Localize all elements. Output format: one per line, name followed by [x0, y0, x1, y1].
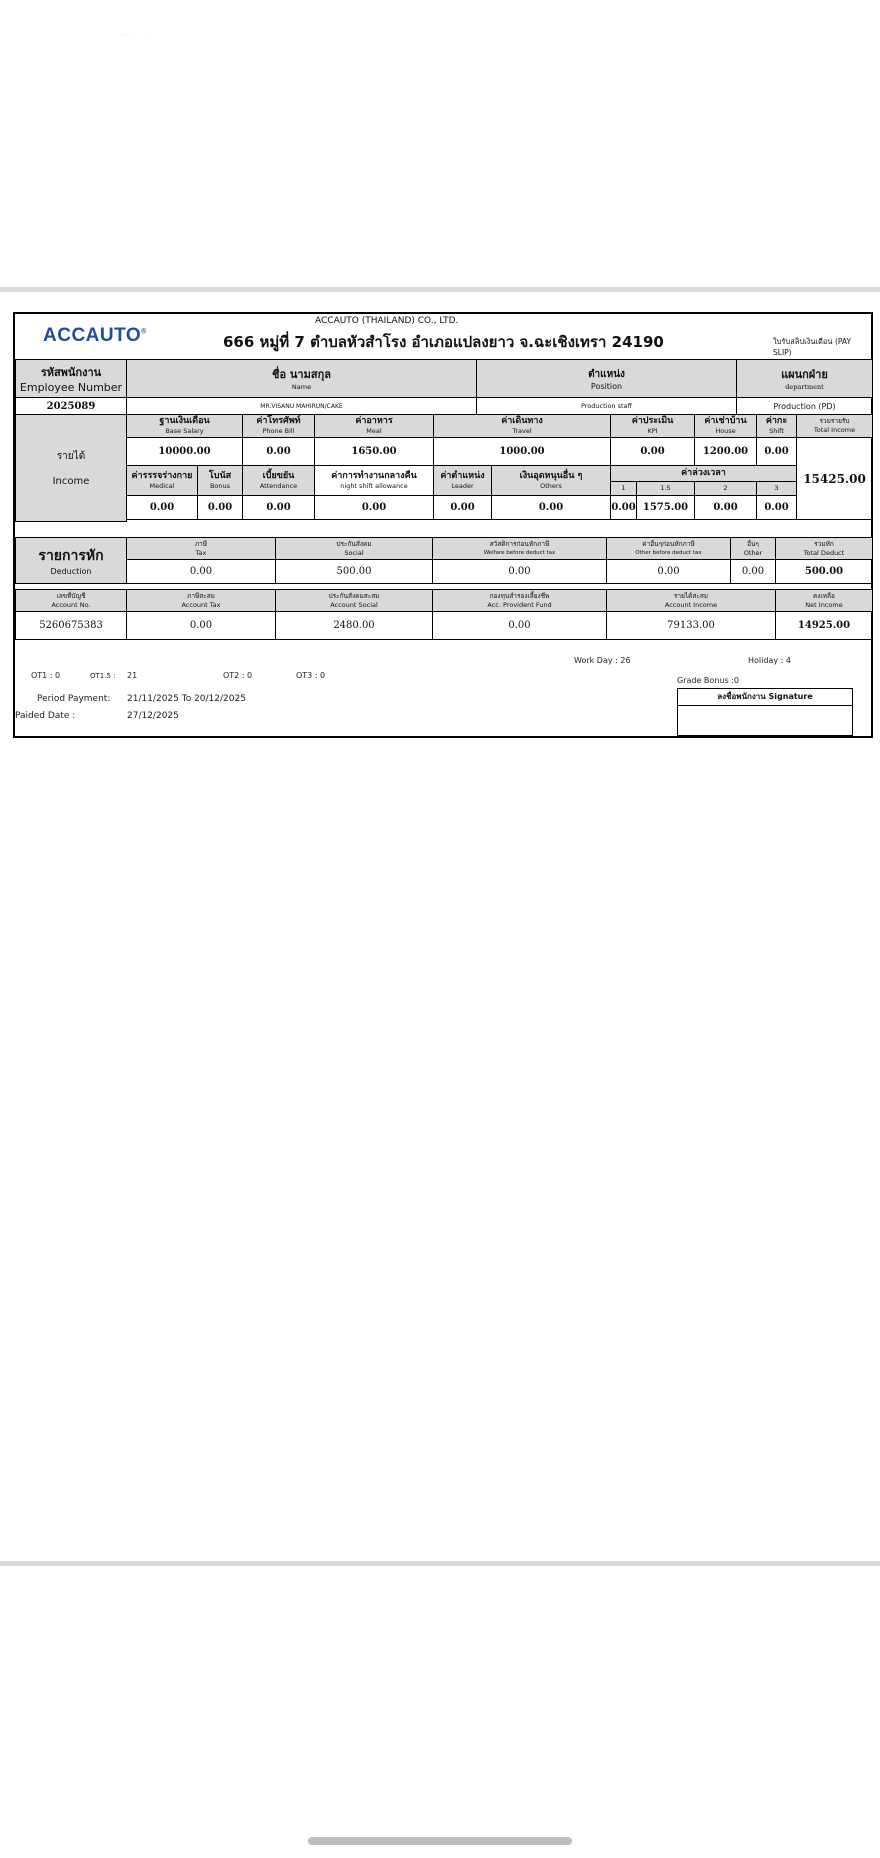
deduction-table [15, 537, 873, 584]
net-income-header: คงเหลือ Net Income [776, 590, 873, 612]
faded-header-remnant: ·· · · [120, 28, 147, 44]
name-header: ชื่อ นามสกุล Name [127, 360, 477, 398]
night-shift-header: ค่าการทำงานกลางคืน night shift allowance [315, 466, 434, 496]
ot1: OT1 : 0 [31, 671, 61, 680]
attendance-value: 0.00 [243, 496, 315, 520]
ot-rate-1: 1 [611, 482, 637, 496]
ot-1-5-value: 1575.00 [637, 496, 695, 520]
ot-1-value: 0.00 [611, 496, 637, 520]
holiday: Holiday : 4 [748, 656, 791, 665]
bonus-header: โบนัส Bonus [198, 466, 243, 496]
tax-value: 0.00 [127, 560, 276, 584]
total-deduct-header: รวมหัก Total Deduct [776, 538, 873, 560]
period-label: Period Payment: [37, 694, 111, 704]
net-income-value: 14925.00 [776, 612, 873, 640]
kpi-value: 0.00 [611, 438, 695, 466]
meal-header: ค่าอาหาร Meal [315, 415, 434, 438]
shift-header: ค่ากะ Shift [757, 415, 797, 438]
income-label: รายได้ Income [16, 415, 127, 522]
signature-label: ลงชื่อพนักงาน Signature [678, 689, 852, 706]
ot3: OT3 : 0 [296, 671, 326, 680]
base-salary-header: ฐานเงินเดือน Base Salary [127, 415, 243, 438]
travel-value: 1000.00 [434, 438, 611, 466]
pay-slip [13, 312, 873, 738]
account-no-value: 5260675383 [16, 612, 127, 640]
base-salary-value: 10000.00 [127, 438, 243, 466]
employee-number-value: 2025089 [16, 398, 127, 415]
attendance-header: เบี้ยขยัน Attendance [243, 466, 315, 496]
ot15-label: OT1.5 : [90, 672, 116, 680]
medical-value: 0.00 [127, 496, 198, 520]
house-header: ค่าเช่าบ้าน House [695, 415, 757, 438]
work-day: Work Day : 26 [574, 656, 631, 665]
grade-bonus: Grade Bonus :0 [677, 676, 739, 685]
other-header: อื่นๆ Other [731, 538, 776, 560]
department-header: แผนกฝ่าย department [737, 360, 873, 398]
social-header: ประกันสังคม Social [276, 538, 433, 560]
account-no-header: เลขที่บัญชี Account No. [16, 590, 127, 612]
accounts-table [15, 589, 873, 640]
tax-header: ภาษี Tax [127, 538, 276, 560]
provident-fund-value: 0.00 [433, 612, 607, 640]
account-social-header: ประกันสังคมสะสม Account Social [276, 590, 433, 612]
paid-date-label: Paided Date : [15, 711, 76, 721]
ot-rate-1-5: 1.5 [637, 482, 695, 496]
house-value: 1200.00 [695, 438, 757, 466]
others-value: 0.00 [492, 496, 611, 520]
kpi-header: ค่าประเมิน KPI [611, 415, 695, 438]
travel-header: ค่าเดินทาง Travel [434, 415, 611, 438]
provident-fund-header: กองทุนสำรองเลี้ยงชีพ Acc. Provident Fund [433, 590, 607, 612]
phone-bill-value: 0.00 [243, 438, 315, 466]
total-income-value: 15425.00 [797, 438, 873, 520]
ot2: OT2 : 0 [223, 671, 253, 680]
welfare-header: สวัสดิการก่อนหักภาษี Welfare before deduct tax [433, 538, 607, 560]
employee-number-header: รหัสพนักงาน Employee Number [16, 360, 127, 398]
night-shift-value: 0.00 [315, 496, 434, 520]
account-tax-header: ภาษีสะสม Account Tax [127, 590, 276, 612]
department-value: Production (PD) [737, 398, 873, 415]
company-name: ACCAUTO (THAILAND) CO., LTD. [315, 316, 459, 326]
ot-3-value: 0.00 [757, 496, 797, 520]
slip-header [15, 314, 871, 359]
overtime-header: ค่าล่วงเวลา [611, 466, 797, 482]
meal-value: 1650.00 [315, 438, 434, 466]
ot-rate-3: 3 [757, 482, 797, 496]
account-social-value: 2480.00 [276, 612, 433, 640]
leader-header: ค่าตำแหน่ง Leader [434, 466, 492, 496]
position-value: Production staff [477, 398, 737, 415]
paid-date-value: 27/12/2025 [127, 711, 179, 721]
company-logo: ACCAUTO® [43, 325, 147, 346]
name-value: MR.VISANU MAHIRUN/CAKE [127, 398, 477, 415]
total-deduct-value: 500.00 [776, 560, 873, 584]
income-table [15, 414, 873, 522]
employee-info-table [15, 359, 873, 415]
company-address: 666 หมู่ที่ 7 ตำบลหัวสำโรง อำเภอแปลงยาว จ.ฉะเชิงเทรา 24190 [223, 333, 664, 351]
phone-bill-header: ค่าโทรศัพท์ Phone Bill [243, 415, 315, 438]
bonus-value: 0.00 [198, 496, 243, 520]
other-before-tax-header: ค่าอื่นๆก่อนหักภาษี Other before deduct tax [607, 538, 731, 560]
position-header: ตำแหน่ง Position [477, 360, 737, 398]
signature-box [677, 688, 853, 736]
shift-value: 0.00 [757, 438, 797, 466]
account-income-header: รายได้สะสม Account Income [607, 590, 776, 612]
others-header: เงินอุดหนุนอื่น ๆ Others [492, 466, 611, 496]
home-indicator[interactable] [308, 1837, 572, 1845]
other-value: 0.00 [731, 560, 776, 584]
payslip-title: ใบรับสลิปเงินเดือน (PAY SLIP) [773, 337, 852, 357]
top-divider [0, 287, 880, 292]
bottom-divider [0, 1561, 880, 1566]
ot-2-value: 0.00 [695, 496, 757, 520]
welfare-value: 0.00 [433, 560, 607, 584]
social-value: 500.00 [276, 560, 433, 584]
total-income-header: รวมรายรับ Total Income [797, 415, 873, 438]
account-tax-value: 0.00 [127, 612, 276, 640]
account-income-value: 79133.00 [607, 612, 776, 640]
ot15-value: 21 [127, 671, 138, 680]
deduction-label: รายการหัก Deduction [16, 538, 127, 584]
ot-rate-2: 2 [695, 482, 757, 496]
other-before-tax-value: 0.00 [607, 560, 731, 584]
leader-value: 0.00 [434, 496, 492, 520]
medical-header: ค่ารรรจร่างกาย Medical [127, 466, 198, 496]
period-value: 21/11/2025 To 20/12/2025 [127, 694, 246, 704]
